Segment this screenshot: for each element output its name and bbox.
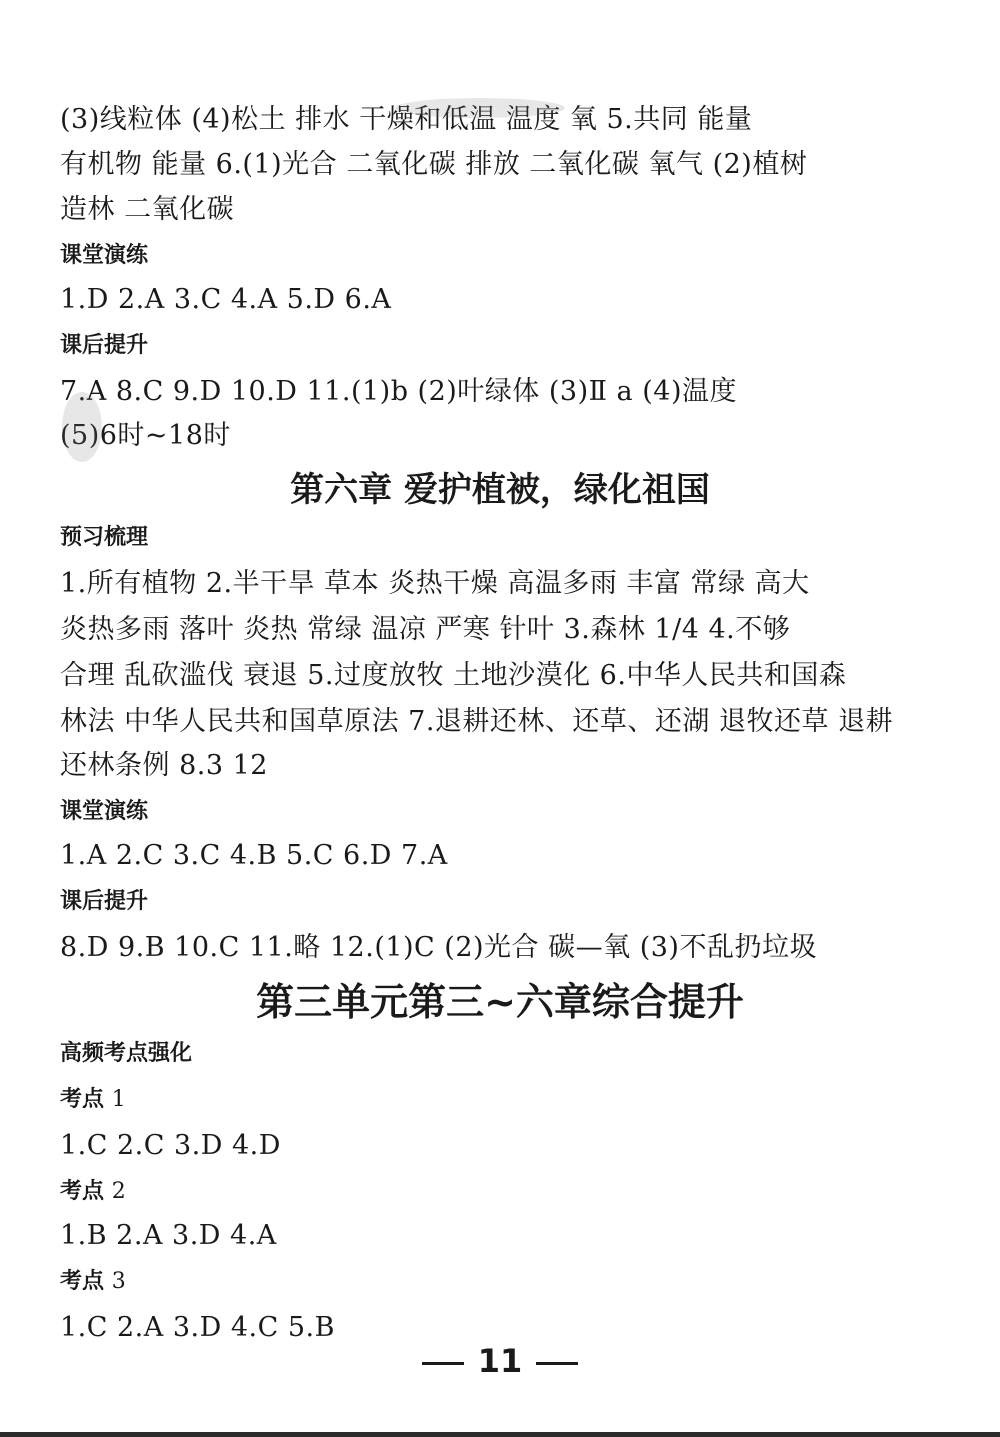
answer-line: (3)线粒体 (4)松土 排水 干燥和低温 温度 氧 5.共同 能量 <box>60 104 753 135</box>
page-number <box>0 1336 1000 1386</box>
answer-line: 还林条例 8.3 12 <box>60 750 268 781</box>
kaodian-heading <box>60 1172 126 1212</box>
dash-decoration <box>422 1362 464 1365</box>
section-heading: 课后提升 <box>60 889 149 914</box>
answer-line: 1.所有植物 2.半干旱 草本 炎热干燥 高温多雨 丰富 常绿 高大 <box>60 568 810 599</box>
answer-line: 8.D 9.B 10.C 11.略 12.(1)C (2)光合 碳—氧 (3)不乱扔垃圾 <box>60 932 817 963</box>
answer-line: 1.B 2.A 3.D 4.A <box>60 1220 277 1251</box>
kaodian-label: 考点 <box>60 1269 105 1294</box>
answer-line: 7.A 8.C 9.D 10.D 11.(1)b (2)叶绿体 (3)Ⅱ a (4)温度 <box>60 376 737 407</box>
chapter-title: 第六章 爱护植被，绿化祖国 <box>290 470 710 510</box>
section-heading: 课后提升 <box>60 333 149 358</box>
kaodian-label: 考点 <box>60 1179 105 1204</box>
section-heading: 预习梳理 <box>60 525 149 550</box>
answer-line: 1.C 2.C 3.D 4.D <box>60 1130 281 1161</box>
unit-review-title: 第三单元第三~六章综合提升 <box>256 980 744 1024</box>
answer-line: 林法 中华人民共和国草原法 7.退耕还林、还草、还湖 退牧还草 退耕 <box>60 706 894 737</box>
bottom-rule <box>0 1432 1000 1437</box>
answer-line: 造林 二氧化碳 <box>60 194 235 225</box>
scan-smudge <box>395 98 565 118</box>
answer-line: (5)6时~18时 <box>60 420 231 451</box>
kaodian-number: 1 <box>111 1087 126 1112</box>
answer-line: 有机物 能量 6.(1)光合 二氧化碳 排放 二氧化碳 氧气 (2)植树 <box>60 149 808 180</box>
section-heading: 课堂演练 <box>60 799 149 824</box>
answer-line: 1.C 2.A 3.D 4.C 5.B <box>60 1312 335 1343</box>
scan-smudge <box>62 392 102 462</box>
section-heading: 高频考点强化 <box>60 1041 193 1066</box>
answer-line: 1.A 2.C 3.C 4.B 5.C 6.D 7.A <box>60 840 448 871</box>
answer-line: 1.D 2.A 3.C 4.A 5.D 6.A <box>60 284 392 315</box>
section-heading: 课堂演练 <box>60 243 149 268</box>
kaodian-number: 2 <box>111 1179 126 1204</box>
answer-line: 合理 乱砍滥伐 衰退 5.过度放牧 土地沙漠化 6.中华人民共和国森 <box>60 660 847 691</box>
kaodian-label: 考点 <box>60 1087 105 1112</box>
page-number-text: 11 <box>477 1342 523 1380</box>
kaodian-heading <box>60 1262 126 1302</box>
dash-decoration <box>536 1362 578 1365</box>
kaodian-heading <box>60 1080 126 1120</box>
kaodian-number: 3 <box>111 1269 126 1294</box>
answer-line: 炎热多雨 落叶 炎热 常绿 温凉 严寒 针叶 3.森林 1/4 4.不够 <box>60 614 791 645</box>
